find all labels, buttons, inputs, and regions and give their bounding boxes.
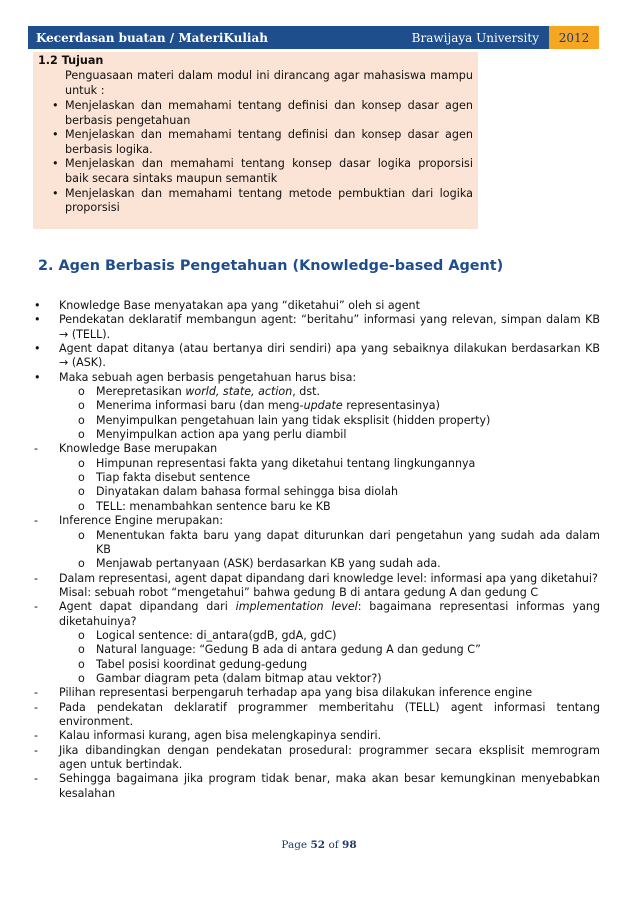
sub-item: o Dinyatakan dalam bahasa formal sehingga bisa diolah: [78, 485, 399, 499]
page-number: 52: [310, 839, 326, 851]
emphasis-text: update: [303, 399, 343, 413]
sub-item: o TELL: menambahkan sentence baru ke KB: [78, 499, 331, 513]
bullet-text: Agent dapat ditanya (atau bertanya diri sendiri) apa yang sebaiknya dilakukan berdasarkan KB → (ASK).: [59, 342, 600, 370]
sub-item: o Menyimpulkan action apa yang perlu diambil: [78, 428, 347, 442]
sub-marker: o: [78, 485, 85, 499]
emphasis-text: implementation level: [235, 600, 358, 614]
sub-item: o Menyimpulkan pengetahuan lain yang tidak eksplisit (hidden property): [78, 413, 491, 427]
sub-marker: o: [78, 456, 85, 470]
dash-item: - Agent dapat dipandang dari implementation level: bagaimana representasi informas yang diketahuinya?: [34, 600, 600, 628]
sub-marker: o: [78, 528, 85, 542]
bullet-text: Knowledge Base menyatakan apa yang “diketahui” oleh si agent: [59, 299, 420, 312]
sub-marker: o: [78, 499, 85, 513]
emphasis-text: world, state, action: [185, 385, 293, 399]
sub-marker: o: [78, 643, 85, 657]
sub-item: o Tiap fakta disebut sentence: [78, 471, 251, 485]
dash-item: - Kalau informasi kurang, agen bisa melengkapinya sendiri.: [34, 729, 382, 743]
page-footer: Page 52 of 98: [281, 839, 357, 851]
sub-item: o Merepretasikan world, state, action, dst.: [78, 385, 320, 399]
dash-marker: -: [34, 700, 39, 714]
sub-marker: o: [78, 628, 85, 642]
university-name: Brawijaya University: [412, 26, 549, 49]
sub-item: o Logical sentence: di_antara(gdB, gdA, gdC): [78, 628, 337, 642]
year-badge: 2012: [549, 26, 599, 49]
sub-item: o Natural language: “Gedung B ada di antara gedung A dan gedung C”: [78, 643, 481, 657]
tujuan-box: [33, 52, 478, 229]
sub-marker: o: [78, 385, 85, 399]
sub-marker: o: [78, 471, 85, 485]
sub-marker: o: [78, 657, 85, 671]
sub-item: o Himpunan representasi fakta yang diketahui tentang lingkungannya: [78, 456, 476, 470]
tujuan-list: [43, 99, 473, 216]
dash-marker: -: [34, 514, 39, 528]
sub-item: o Menjawab pertanyaan (ASK) berdasarkan KB yang sudah ada.: [78, 557, 441, 571]
sub-item: o Gambar diagram peta (dalam bitmap atau vektor?): [78, 671, 382, 685]
bullet-marker: •: [34, 313, 41, 327]
tujuan-item: • Menjelaskan dan memahami tentang metode pembuktian dari logika proporsisi: [43, 187, 473, 216]
sub-marker: o: [78, 428, 85, 442]
bullet-item: [34, 313, 600, 342]
dash-marker: -: [34, 600, 39, 614]
section-content: [34, 299, 600, 801]
sub-marker: o: [78, 557, 85, 571]
dash-item: - Jika dibandingkan dengan pendekatan prosedural: programmer secara eksplisit memrogram agen untuk bertindak.: [34, 743, 600, 771]
dash-marker: -: [34, 571, 39, 585]
bullet-text: Pendekatan deklaratif membangun agent: “beritahu” informasi yang relevan, simpan dalam KB → (TELL).: [59, 313, 600, 341]
bullet-item: [34, 371, 600, 385]
dash-marker: -: [34, 442, 39, 456]
dash-marker: -: [34, 729, 39, 743]
bullet-marker: •: [34, 299, 41, 312]
bullet-marker: •: [34, 370, 41, 384]
sub-item: o Menentukan fakta baru yang dapat diturunkan dari pengetahun yang sudah ada dalam KB: [78, 528, 600, 556]
dash-marker: -: [34, 743, 39, 757]
tujuan-item: • Menjelaskan dan memahami tentang definisi dan konsep dasar agen berbasis pengetahuan: [43, 99, 473, 128]
dash-item: - Pada pendekatan deklaratif programmer memberitahu (TELL) agent informasi tentang environment.: [34, 700, 600, 728]
example-line: Misal: sebuah robot “mengetahui” bahwa gedung B di antara gedung A dan gedung C: [59, 585, 539, 599]
sub-item: o Menerima informasi baru (dan meng-update representasinya): [78, 399, 440, 413]
dash-marker: -: [34, 686, 39, 700]
bullet-marker: •: [34, 342, 41, 356]
dash-item: - Inference Engine merupakan:: [34, 514, 224, 528]
tujuan-intro: Penguasaan materi dalam modul ini dirancang agar mahasiswa mampu untuk :: [65, 69, 473, 97]
tujuan-item: • Menjelaskan dan memahami tentang konsep dasar logika proporsisi baik secara sintaks maupun semantik: [43, 157, 473, 186]
bullet-text: Maka sebuah agen berbasis pengetahuan harus bisa:: [59, 370, 357, 384]
sub-marker: o: [78, 413, 85, 427]
course-title: Kecerdasan buatan / MateriKuliah: [28, 26, 412, 49]
bullet-item: [34, 299, 600, 313]
dash-item: - Dalam representasi, agent dapat dipandang dari knowledge level: informasi apa yang diketahui?: [34, 571, 598, 585]
sub-marker: o: [78, 399, 85, 413]
tujuan-title: 1.2 Tujuan: [38, 54, 104, 67]
section-title: 2. Agen Berbasis Pengetahuan (Knowledge-based Agent): [38, 258, 504, 274]
dash-marker: -: [34, 772, 39, 786]
page-header: [28, 26, 599, 49]
dash-item: - Knowledge Base merupakan: [34, 442, 218, 456]
bullet-item: [34, 342, 600, 371]
page-total: 98: [342, 839, 357, 851]
dash-item: - Pilihan representasi berpengaruh terhadap apa yang bisa dilakukan inference engine: [34, 686, 533, 700]
sub-item: o Tabel posisi koordinat gedung-gedung: [78, 657, 308, 671]
dash-item: - Sehingga bagaimana jika program tidak benar, maka akan besar kemungkinan menyebabkan kesalahan: [34, 772, 600, 800]
tujuan-item: • Menjelaskan dan memahami tentang definisi dan konsep dasar agen berbasis logika.: [43, 128, 473, 157]
sub-marker: o: [78, 671, 85, 685]
